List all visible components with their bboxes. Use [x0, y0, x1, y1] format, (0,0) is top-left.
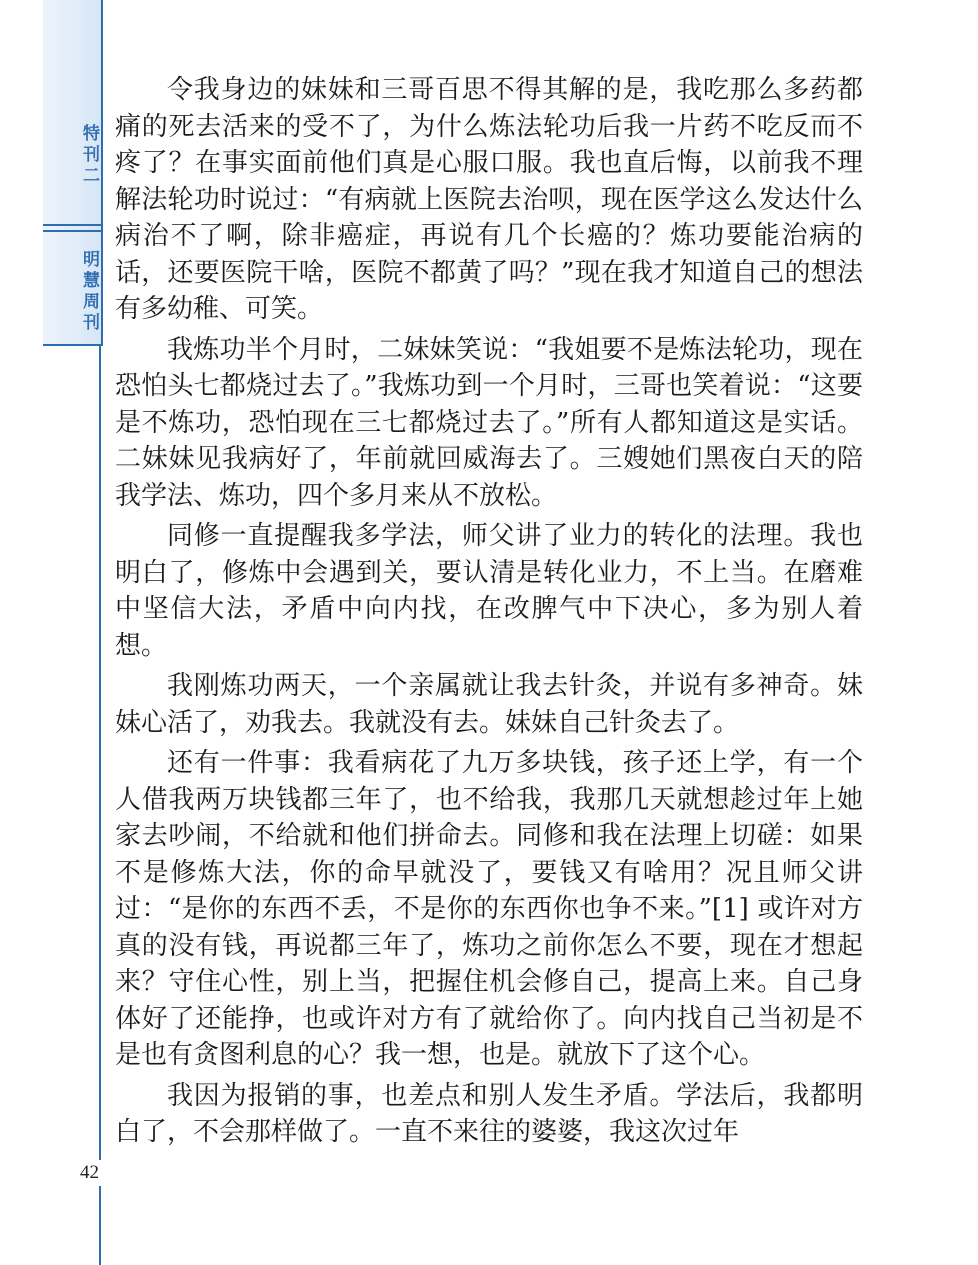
paragraph: 我炼功半个月时，二妹妹笑说：“我姐要不是炼法轮功，现在恐怕头七都烧过去了。”我炼功到一个月时，三哥也笑着说：“这要是不炼功，恐怕现在三七都烧过去了。”所有人都知道这是实话。二妹妹见我病好了，年前就回威海去了。三嫂她们黑夜白天的陪我学法、炼功，四个多月来从不放松。 [115, 334, 863, 511]
article-body [115, 72, 863, 1151]
paragraph: 同修一直提醒我多学法，师父讲了业力的转化的法理。我也明白了，修炼中会遇到关，要认清是转化业力，不上当。在磨难中坚信大法，矛盾中向内找，在改脾气中下决心，多为别人着想。 [115, 521, 863, 661]
side-section-tab [43, 0, 103, 346]
paragraph: 令我身边的妹妹和三哥百思不得其解的是，我吃那么多药都痛的死去活来的受不了，为什么炼法轮功后我一片药不吃反而不疼了？在事实面前他们真是心服口服。我也直后悔，以前我不理解法轮功时说过：“有病就上医院去治呗，现在医学这么发达什么病治不了啊，除非癌症，再说有几个长癌的？炼功要能治病的话，还要医院干啥，医院不都黄了吗？”现在我才知道自己的想法有多幼稚、可笑。 [115, 75, 863, 324]
tab-end-rule [43, 344, 101, 346]
publication-label: 明慧周刊 [79, 250, 99, 334]
tab-divider-top [43, 224, 101, 226]
tab-divider-bottom [43, 230, 101, 232]
page-number: 42 [80, 1160, 110, 1186]
paragraph: 还有一件事：我看病花了九万多块钱，孩子还上学，有一个人借我两万块钱都三年了，也不给我，我那几天就想趁过年上她家去吵闹，不给就和他们拼命去。同修和我在法理上切磋：如果不是修炼大法，你的命早就没了，要钱又有啥用？况且师父讲过：“是你的东西不丢，不是你的东西你也争不来。”[1] 或许对方真的没有钱，再说都三年了，炼功之前你怎么不要，现在才想起来？守住心性，别上当，把握住机会修自己，提高上来。自己身体好了还能挣，也或许对方有了就给你了。向内找自己当初是不是也有贪图利息的心？我一想，也是。就放下了这个心。 [115, 748, 863, 1070]
paragraph: 我刚炼功两天，一个亲属就让我去针灸，并说有多神奇。妹妹心活了，劝我去。我就没有去。妹妹自己针灸去了。 [115, 671, 863, 738]
paragraph: 我因为报销的事，也差点和别人发生矛盾。学法后，我都明白了，不会那样做了。一直不来往的婆婆，我这次过年 [115, 1080, 863, 1147]
margin-vertical-rule [99, 346, 101, 1265]
section-label: 特刊二 [79, 123, 99, 187]
